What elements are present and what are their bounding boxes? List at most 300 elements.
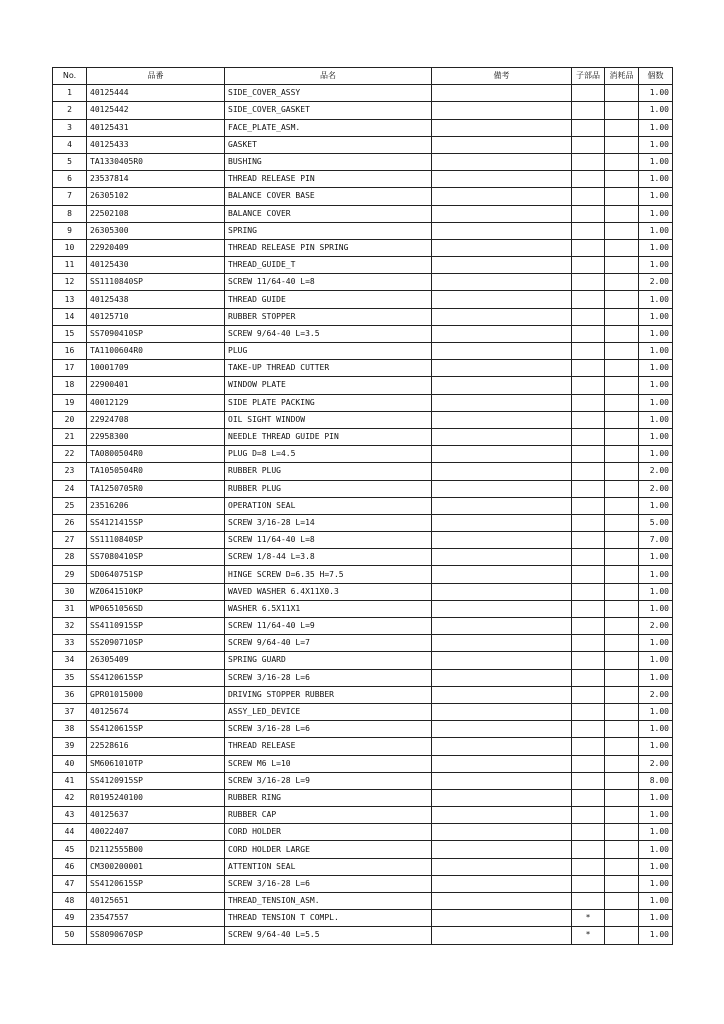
cell-quantity: 1.00 <box>639 446 673 463</box>
cell-quantity: 1.00 <box>639 738 673 755</box>
cell-sub-part <box>572 463 605 480</box>
cell-no: 45 <box>53 841 87 858</box>
cell-consumable <box>605 136 639 153</box>
cell-part-name: THREAD RELEASE <box>225 738 432 755</box>
cell-quantity: 1.00 <box>639 566 673 583</box>
cell-part-number: 26305409 <box>87 652 225 669</box>
cell-remarks <box>432 549 572 566</box>
cell-quantity: 1.00 <box>639 858 673 875</box>
header-sub-part: 子部品 <box>572 68 605 85</box>
cell-consumable <box>605 635 639 652</box>
cell-sub-part <box>572 171 605 188</box>
cell-part-name: SIDE_COVER_ASSY <box>225 85 432 102</box>
table-row <box>53 514 673 531</box>
cell-remarks <box>432 343 572 360</box>
cell-part-name: THREAD_TENSION_ASM. <box>225 893 432 910</box>
cell-consumable <box>605 343 639 360</box>
cell-sub-part <box>572 686 605 703</box>
cell-part-number: SS4110915SP <box>87 618 225 635</box>
cell-sub-part <box>572 566 605 583</box>
cell-sub-part <box>572 738 605 755</box>
table-row <box>53 446 673 463</box>
cell-part-number: 40012129 <box>87 394 225 411</box>
cell-part-name: PLUG D=8 L=4.5 <box>225 446 432 463</box>
cell-quantity: 1.00 <box>639 222 673 239</box>
cell-consumable <box>605 360 639 377</box>
cell-part-number: 22528616 <box>87 738 225 755</box>
cell-remarks <box>432 85 572 102</box>
cell-quantity: 2.00 <box>639 480 673 497</box>
cell-part-number: SS1110840SP <box>87 274 225 291</box>
cell-part-name: SCREW 3/16-28 L=6 <box>225 721 432 738</box>
cell-part-name: BALANCE COVER <box>225 205 432 222</box>
cell-remarks <box>432 875 572 892</box>
cell-part-number: 40125438 <box>87 291 225 308</box>
cell-part-number: 23547557 <box>87 910 225 927</box>
cell-part-number: 40125637 <box>87 807 225 824</box>
table-row <box>53 85 673 102</box>
cell-part-number: TA1050504R0 <box>87 463 225 480</box>
cell-no: 40 <box>53 755 87 772</box>
cell-remarks <box>432 635 572 652</box>
cell-no: 12 <box>53 274 87 291</box>
cell-sub-part <box>572 480 605 497</box>
cell-no: 7 <box>53 188 87 205</box>
cell-consumable <box>605 222 639 239</box>
table-row <box>53 652 673 669</box>
cell-sub-part <box>572 394 605 411</box>
table-row <box>53 721 673 738</box>
cell-quantity: 2.00 <box>639 755 673 772</box>
table-row <box>53 772 673 789</box>
cell-part-number: TA1250705R0 <box>87 480 225 497</box>
cell-consumable <box>605 411 639 428</box>
cell-no: 36 <box>53 686 87 703</box>
cell-quantity: 1.00 <box>639 343 673 360</box>
table-row <box>53 858 673 875</box>
cell-sub-part <box>572 600 605 617</box>
cell-remarks <box>432 532 572 549</box>
table-row <box>53 239 673 256</box>
table-row <box>53 222 673 239</box>
cell-part-name: RUBBER CAP <box>225 807 432 824</box>
cell-no: 43 <box>53 807 87 824</box>
table-row <box>53 669 673 686</box>
cell-quantity: 1.00 <box>639 721 673 738</box>
cell-no: 5 <box>53 153 87 170</box>
cell-consumable <box>605 446 639 463</box>
cell-part-number: 26305300 <box>87 222 225 239</box>
header-part-name: 品名 <box>225 68 432 85</box>
cell-quantity: 1.00 <box>639 102 673 119</box>
cell-quantity: 1.00 <box>639 927 673 944</box>
cell-remarks <box>432 205 572 222</box>
cell-part-name: SCREW 11/64-40 L=9 <box>225 618 432 635</box>
cell-sub-part <box>572 618 605 635</box>
cell-consumable <box>605 807 639 824</box>
cell-no: 27 <box>53 532 87 549</box>
cell-no: 50 <box>53 927 87 944</box>
cell-remarks <box>432 669 572 686</box>
cell-sub-part <box>572 274 605 291</box>
table-row <box>53 394 673 411</box>
cell-quantity: 1.00 <box>639 669 673 686</box>
cell-no: 32 <box>53 618 87 635</box>
cell-part-number: TA1330405R0 <box>87 153 225 170</box>
cell-quantity: 1.00 <box>639 428 673 445</box>
cell-part-number: SS2090710SP <box>87 635 225 652</box>
cell-sub-part <box>572 239 605 256</box>
cell-remarks <box>432 927 572 944</box>
cell-remarks <box>432 428 572 445</box>
cell-quantity: 1.00 <box>639 239 673 256</box>
cell-part-name: FACE_PLATE_ASM. <box>225 119 432 136</box>
cell-remarks <box>432 772 572 789</box>
cell-part-number: SD0640751SP <box>87 566 225 583</box>
cell-remarks <box>432 514 572 531</box>
cell-consumable <box>605 239 639 256</box>
header-no: No. <box>53 68 87 85</box>
cell-quantity: 1.00 <box>639 703 673 720</box>
cell-consumable <box>605 893 639 910</box>
cell-consumable <box>605 308 639 325</box>
cell-quantity: 2.00 <box>639 618 673 635</box>
cell-part-name: CORD HOLDER LARGE <box>225 841 432 858</box>
table-row <box>53 497 673 514</box>
cell-part-name: SCREW 3/16-28 L=6 <box>225 669 432 686</box>
cell-no: 11 <box>53 257 87 274</box>
cell-sub-part <box>572 360 605 377</box>
cell-sub-part <box>572 514 605 531</box>
cell-sub-part <box>572 824 605 841</box>
cell-no: 47 <box>53 875 87 892</box>
cell-part-number: 22502108 <box>87 205 225 222</box>
table-row <box>53 927 673 944</box>
cell-quantity: 1.00 <box>639 841 673 858</box>
header-remarks: 備考 <box>432 68 572 85</box>
cell-consumable <box>605 875 639 892</box>
cell-no: 9 <box>53 222 87 239</box>
cell-sub-part <box>572 669 605 686</box>
cell-no: 2 <box>53 102 87 119</box>
cell-consumable <box>605 325 639 342</box>
cell-consumable <box>605 841 639 858</box>
cell-sub-part <box>572 532 605 549</box>
cell-part-name: SCREW 1/8-44 L=3.8 <box>225 549 432 566</box>
table-row <box>53 738 673 755</box>
table-row <box>53 136 673 153</box>
cell-part-number: 40022407 <box>87 824 225 841</box>
table-row <box>53 343 673 360</box>
cell-remarks <box>432 566 572 583</box>
cell-sub-part <box>572 789 605 806</box>
cell-part-number: SS4120615SP <box>87 721 225 738</box>
cell-sub-part <box>572 549 605 566</box>
cell-quantity: 1.00 <box>639 119 673 136</box>
table-row <box>53 635 673 652</box>
parts-list-table <box>52 67 673 945</box>
cell-part-name: GASKET <box>225 136 432 153</box>
cell-remarks <box>432 171 572 188</box>
cell-consumable <box>605 119 639 136</box>
cell-remarks <box>432 618 572 635</box>
cell-quantity: 1.00 <box>639 549 673 566</box>
cell-remarks <box>432 222 572 239</box>
cell-part-number: SS7090410SP <box>87 325 225 342</box>
table-row <box>53 428 673 445</box>
cell-remarks <box>432 755 572 772</box>
cell-part-number: 40125433 <box>87 136 225 153</box>
cell-quantity: 1.00 <box>639 171 673 188</box>
cell-consumable <box>605 171 639 188</box>
cell-no: 18 <box>53 377 87 394</box>
cell-part-number: SS8090670SP <box>87 927 225 944</box>
cell-remarks <box>432 893 572 910</box>
cell-part-number: 22958300 <box>87 428 225 445</box>
cell-remarks <box>432 600 572 617</box>
cell-part-name: THREAD RELEASE PIN SPRING <box>225 239 432 256</box>
cell-remarks <box>432 274 572 291</box>
cell-quantity: 1.00 <box>639 411 673 428</box>
cell-sub-part <box>572 377 605 394</box>
table-row <box>53 686 673 703</box>
cell-no: 24 <box>53 480 87 497</box>
cell-no: 38 <box>53 721 87 738</box>
cell-remarks <box>432 807 572 824</box>
cell-no: 29 <box>53 566 87 583</box>
cell-part-number: R0195240100 <box>87 789 225 806</box>
cell-remarks <box>432 858 572 875</box>
cell-remarks <box>432 480 572 497</box>
cell-no: 37 <box>53 703 87 720</box>
cell-quantity: 2.00 <box>639 274 673 291</box>
table-row <box>53 807 673 824</box>
cell-part-number: SS4120615SP <box>87 875 225 892</box>
cell-sub-part <box>572 652 605 669</box>
cell-sub-part <box>572 85 605 102</box>
cell-sub-part <box>572 308 605 325</box>
cell-quantity: 1.00 <box>639 291 673 308</box>
cell-no: 41 <box>53 772 87 789</box>
cell-part-name: THREAD RELEASE PIN <box>225 171 432 188</box>
cell-consumable <box>605 463 639 480</box>
cell-part-number: 40125444 <box>87 85 225 102</box>
cell-quantity: 1.00 <box>639 205 673 222</box>
cell-quantity: 1.00 <box>639 153 673 170</box>
cell-remarks <box>432 394 572 411</box>
cell-no: 14 <box>53 308 87 325</box>
cell-sub-part <box>572 893 605 910</box>
header-quantity: 個数 <box>639 68 673 85</box>
cell-quantity: 1.00 <box>639 893 673 910</box>
table-row <box>53 583 673 600</box>
cell-sub-part <box>572 875 605 892</box>
cell-part-name: TAKE-UP THREAD CUTTER <box>225 360 432 377</box>
cell-sub-part <box>572 841 605 858</box>
cell-part-number: 40125710 <box>87 308 225 325</box>
cell-consumable <box>605 428 639 445</box>
table-row <box>53 360 673 377</box>
cell-sub-part <box>572 721 605 738</box>
cell-consumable <box>605 514 639 531</box>
table-row <box>53 600 673 617</box>
cell-remarks <box>432 841 572 858</box>
cell-consumable <box>605 205 639 222</box>
cell-consumable <box>605 549 639 566</box>
cell-part-name: ATTENTION SEAL <box>225 858 432 875</box>
cell-part-name: SCREW 9/64-40 L=3.5 <box>225 325 432 342</box>
cell-quantity: 2.00 <box>639 686 673 703</box>
table-row <box>53 566 673 583</box>
cell-part-number: 40125674 <box>87 703 225 720</box>
cell-remarks <box>432 824 572 841</box>
cell-quantity: 1.00 <box>639 807 673 824</box>
cell-quantity: 5.00 <box>639 514 673 531</box>
cell-no: 23 <box>53 463 87 480</box>
cell-no: 46 <box>53 858 87 875</box>
cell-consumable <box>605 480 639 497</box>
table-row <box>53 910 673 927</box>
cell-remarks <box>432 910 572 927</box>
cell-part-name: SCREW 9/64-40 L=7 <box>225 635 432 652</box>
cell-sub-part <box>572 153 605 170</box>
cell-quantity: 1.00 <box>639 85 673 102</box>
cell-sub-part <box>572 343 605 360</box>
cell-quantity: 1.00 <box>639 635 673 652</box>
cell-quantity: 1.00 <box>639 875 673 892</box>
cell-sub-part <box>572 188 605 205</box>
cell-part-name: SCREW 11/64-40 L=8 <box>225 274 432 291</box>
cell-quantity: 1.00 <box>639 600 673 617</box>
cell-remarks <box>432 411 572 428</box>
cell-no: 39 <box>53 738 87 755</box>
cell-sub-part <box>572 807 605 824</box>
table-row <box>53 153 673 170</box>
header-consumable: 消耗品 <box>605 68 639 85</box>
cell-sub-part <box>572 497 605 514</box>
cell-remarks <box>432 239 572 256</box>
cell-sub-part: * <box>572 927 605 944</box>
cell-no: 42 <box>53 789 87 806</box>
cell-part-number: 22900401 <box>87 377 225 394</box>
cell-remarks <box>432 652 572 669</box>
cell-remarks <box>432 325 572 342</box>
table-row <box>53 463 673 480</box>
table-row <box>53 257 673 274</box>
cell-quantity: 1.00 <box>639 360 673 377</box>
cell-sub-part <box>572 635 605 652</box>
cell-consumable <box>605 755 639 772</box>
cell-quantity: 1.00 <box>639 308 673 325</box>
table-row <box>53 755 673 772</box>
cell-part-number: 23516206 <box>87 497 225 514</box>
cell-part-name: THREAD_GUIDE_T <box>225 257 432 274</box>
cell-quantity: 1.00 <box>639 188 673 205</box>
cell-no: 25 <box>53 497 87 514</box>
cell-consumable <box>605 532 639 549</box>
cell-consumable <box>605 703 639 720</box>
cell-no: 6 <box>53 171 87 188</box>
cell-part-name: SIDE_COVER_GASKET <box>225 102 432 119</box>
cell-remarks <box>432 583 572 600</box>
cell-consumable <box>605 291 639 308</box>
cell-no: 31 <box>53 600 87 617</box>
header-row <box>53 68 673 85</box>
cell-consumable <box>605 274 639 291</box>
cell-part-name: SCREW 3/16-28 L=14 <box>225 514 432 531</box>
table-row <box>53 325 673 342</box>
cell-consumable <box>605 102 639 119</box>
table-row <box>53 480 673 497</box>
cell-part-number: 40125431 <box>87 119 225 136</box>
cell-remarks <box>432 703 572 720</box>
cell-quantity: 1.00 <box>639 257 673 274</box>
cell-consumable <box>605 618 639 635</box>
cell-no: 28 <box>53 549 87 566</box>
cell-consumable <box>605 858 639 875</box>
cell-sub-part <box>572 772 605 789</box>
cell-part-number: 10001709 <box>87 360 225 377</box>
cell-part-number: 26305102 <box>87 188 225 205</box>
cell-part-name: NEEDLE THREAD GUIDE PIN <box>225 428 432 445</box>
cell-remarks <box>432 686 572 703</box>
cell-no: 10 <box>53 239 87 256</box>
cell-no: 1 <box>53 85 87 102</box>
cell-part-name: WAVED WASHER 6.4X11X0.3 <box>225 583 432 600</box>
cell-no: 4 <box>53 136 87 153</box>
table-row <box>53 308 673 325</box>
cell-consumable <box>605 738 639 755</box>
cell-part-number: 40125442 <box>87 102 225 119</box>
cell-part-name: SIDE PLATE PACKING <box>225 394 432 411</box>
cell-consumable <box>605 772 639 789</box>
cell-quantity: 1.00 <box>639 824 673 841</box>
cell-remarks <box>432 188 572 205</box>
cell-part-name: SCREW 3/16-28 L=9 <box>225 772 432 789</box>
cell-consumable <box>605 85 639 102</box>
cell-quantity: 1.00 <box>639 789 673 806</box>
cell-no: 48 <box>53 893 87 910</box>
cell-quantity: 1.00 <box>639 583 673 600</box>
cell-no: 16 <box>53 343 87 360</box>
cell-remarks <box>432 102 572 119</box>
cell-consumable <box>605 566 639 583</box>
cell-part-number: CM300200001 <box>87 858 225 875</box>
cell-no: 49 <box>53 910 87 927</box>
cell-remarks <box>432 463 572 480</box>
cell-part-name: ASSY_LED_DEVICE <box>225 703 432 720</box>
cell-no: 13 <box>53 291 87 308</box>
cell-no: 26 <box>53 514 87 531</box>
cell-no: 22 <box>53 446 87 463</box>
cell-part-number: 40125651 <box>87 893 225 910</box>
cell-remarks <box>432 136 572 153</box>
cell-quantity: 1.00 <box>639 497 673 514</box>
cell-consumable <box>605 789 639 806</box>
cell-part-number: WP0651056SD <box>87 600 225 617</box>
cell-sub-part <box>572 257 605 274</box>
cell-quantity: 1.00 <box>639 394 673 411</box>
table-row <box>53 377 673 394</box>
cell-no: 30 <box>53 583 87 600</box>
cell-quantity: 8.00 <box>639 772 673 789</box>
cell-part-name: CORD HOLDER <box>225 824 432 841</box>
cell-sub-part <box>572 428 605 445</box>
cell-part-name: WINDOW PLATE <box>225 377 432 394</box>
table-row <box>53 549 673 566</box>
cell-part-number: D2112555B00 <box>87 841 225 858</box>
cell-consumable <box>605 652 639 669</box>
